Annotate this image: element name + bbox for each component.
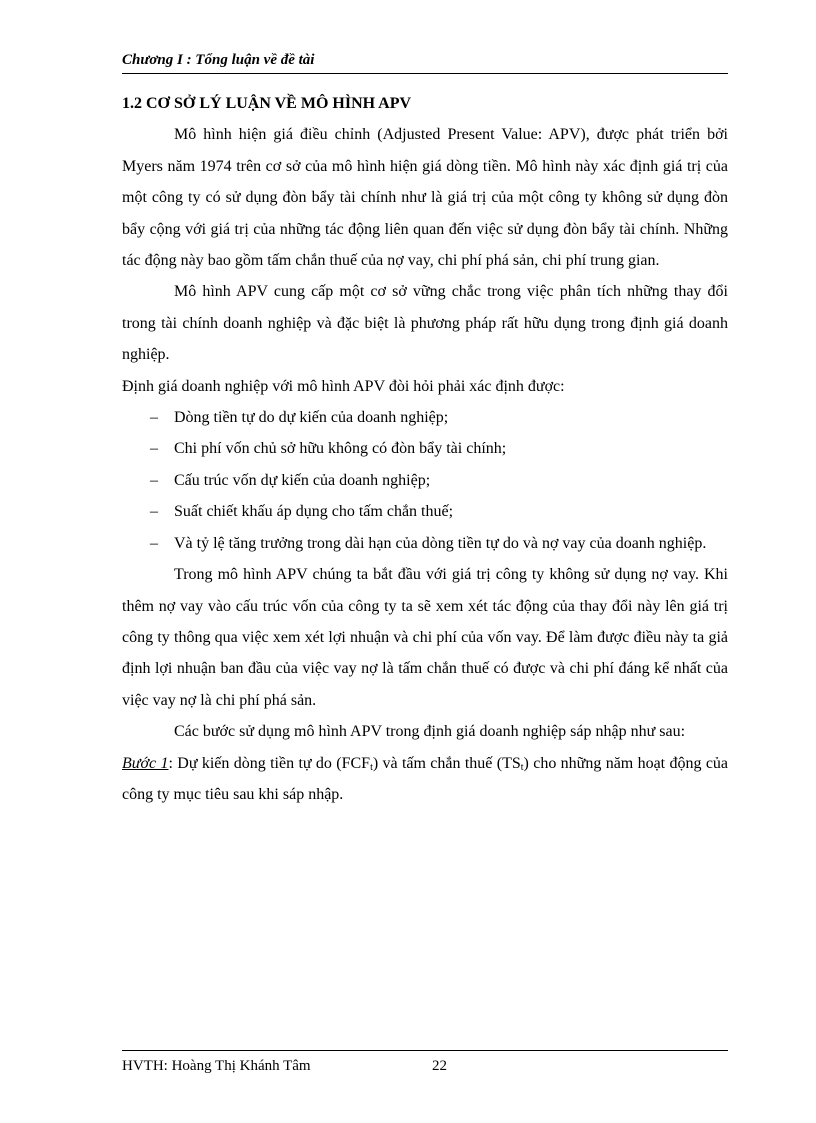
header-divider xyxy=(122,73,728,74)
list-item xyxy=(122,433,728,464)
requirements-intro: Định giá doanh nghiệp với mô hình APV đòi hỏi phải xác định được: xyxy=(122,377,565,395)
step-1-text: ) cho những năm hoạt động của công ty mục tiêu sau khi sáp nhập. xyxy=(122,754,729,803)
subscript: t xyxy=(520,761,524,773)
bullet-dash: – xyxy=(150,503,158,521)
bullet-dash: – xyxy=(150,409,158,427)
paragraph: Mô hình APV cung cấp một cơ sở vững chắc trong việc phân tích những thay đổi trong tài chính doanh nghiệp và đặc biệt là phương pháp rất hữu dụng trong định giá doanh nghiệp. xyxy=(122,283,728,364)
step-1-text: : Dự kiến dòng tiền tự do (FCF xyxy=(168,754,371,772)
list-item-text: Cấu trúc vốn dự kiến của doanh nghiệp; xyxy=(174,471,431,489)
list-item-text: Và tỷ lệ tăng trưởng trong dài hạn của dòng tiền tự do và nợ vay của doanh nghiệp. xyxy=(174,534,707,552)
bullet-dash: – xyxy=(150,534,158,552)
list-item xyxy=(122,496,728,527)
list-item xyxy=(122,528,728,559)
step-1-text: ) và tấm chắn thuế (TS xyxy=(372,754,521,772)
running-footer xyxy=(122,1056,728,1076)
list-item xyxy=(122,402,728,433)
paragraph: Trong mô hình APV chúng ta bắt đầu với giá trị công ty không sử dụng nợ vay. Khi thêm nợ vay vào cấu trúc vốn của công ty ta sẽ xem xét tác động của thay đổi này lên giá trị công ty thông qua việc xem xét lợi nhuận và chi phí của vốn vay. Để làm được điều này ta giả định lợi nhuận ban đầu của việc vay nợ là tấm chắn thuế có được và chi phí đáng kể nhất của việc vay nợ là chi phí phá sản. xyxy=(122,566,728,709)
running-header: Chương I : Tổng luận về đề tài xyxy=(122,52,315,68)
page-number: 22 xyxy=(432,1058,447,1074)
page-body xyxy=(122,88,728,810)
footer-author: HVTH: Hoàng Thị Khánh Tâm xyxy=(122,1058,311,1074)
section-heading: 1.2 CƠ SỞ LÝ LUẬN VỀ MÔ HÌNH APV xyxy=(122,95,412,112)
list-item-text: Chi phí vốn chủ sở hữu không có đòn bẩy tài chính; xyxy=(174,440,507,458)
requirements-list xyxy=(122,402,728,559)
step-1 xyxy=(122,748,728,811)
list-item-text: Dòng tiền tự do dự kiến của doanh nghiệp; xyxy=(174,409,449,427)
steps-intro: Các bước sử dụng mô hình APV trong định giá doanh nghiệp sáp nhập như sau: xyxy=(174,723,686,741)
bullet-dash: – xyxy=(150,440,158,458)
bullet-dash: – xyxy=(150,471,158,489)
list-item xyxy=(122,465,728,496)
footer-divider xyxy=(122,1050,728,1051)
subscript: t xyxy=(370,761,373,773)
step-1-label: Bước 1 xyxy=(122,754,169,772)
paragraph: Mô hình hiện giá điều chỉnh (Adjusted Present Value: APV), được phát triển bởi Myers năm 1974 trên cơ sở của mô hình hiện giá dòng tiền. Mô hình này xác định giá trị của một công ty có sử dụng đòn bẩy tài chính như là giá trị của một công ty không sử dụng đòn bẩy cộng với giá trị của những tác động liên quan đến việc sử dụng đòn bẩy tài chính. Những tác động này bao gồm tấm chắn thuế của nợ vay, chi phí phá sản, chi phí trung gian. xyxy=(122,126,728,270)
list-item-text: Suất chiết khấu áp dụng cho tấm chắn thuế; xyxy=(174,503,454,521)
